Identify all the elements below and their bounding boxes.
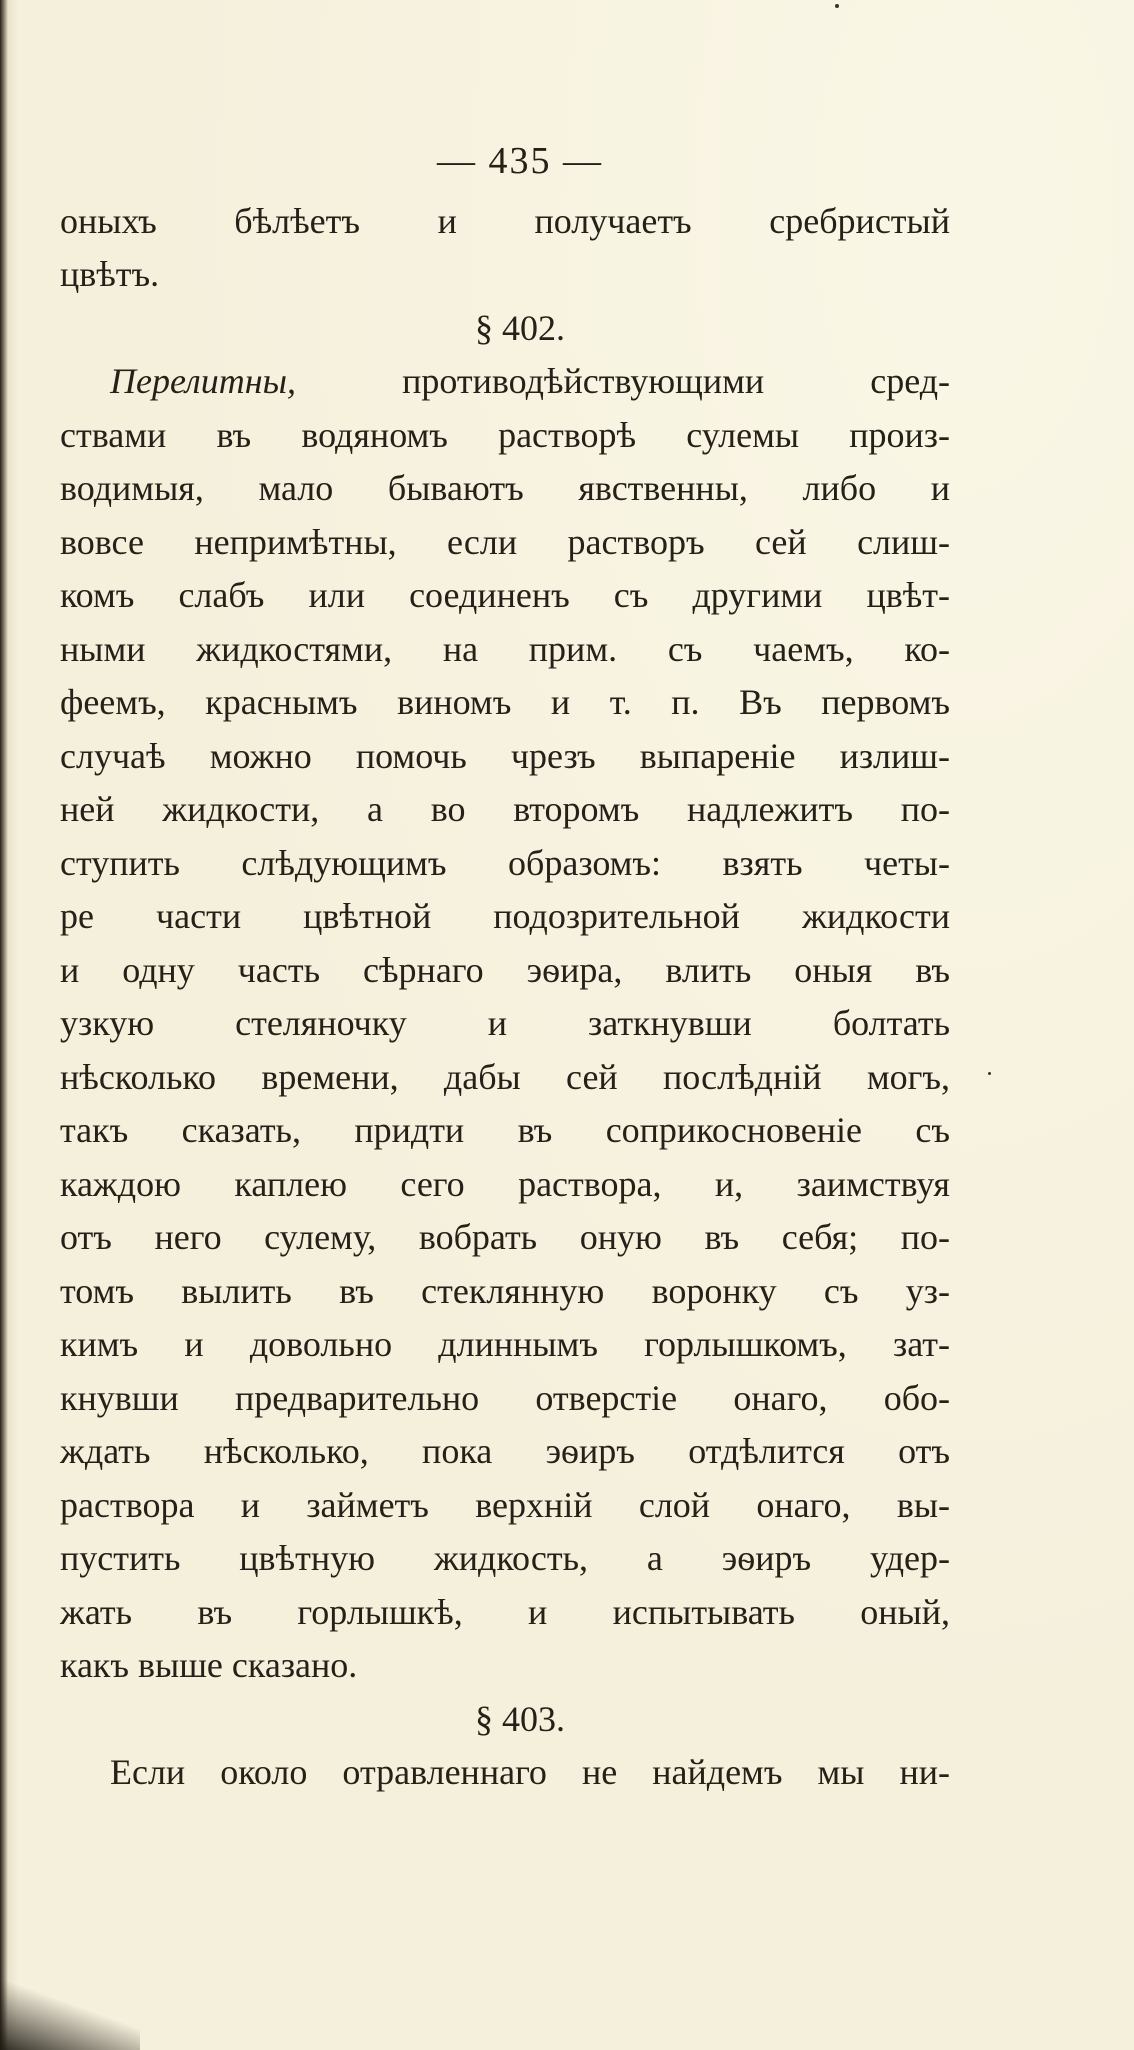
text-line: ступить слѣдующимъ образомъ: взять четы- — [60, 842, 950, 883]
text-line: оныхъ бѣлѣетъ и получаетъ сребристый — [60, 200, 950, 241]
section-heading: § 402. — [475, 307, 565, 348]
text-line: ствами въ водяномъ растворѣ сулемы произ- — [60, 414, 950, 455]
text-line: такъ сказать, придти въ соприкосновеніе съ — [60, 1110, 950, 1150]
text-line: и одну часть сѣрнаго эѳира, влить оныя въ — [60, 949, 950, 990]
text-line: пустить цвѣтную жидкость, а эѳиръ удер- — [60, 1538, 950, 1578]
text-line: ней жидкости, а во второмъ надлежитъ по- — [60, 789, 950, 829]
text-line: вовсе непримѣтны, если растворъ сей слиш- — [60, 521, 950, 562]
text-line: ными жидкостями, на прим. съ чаемъ, ко- — [60, 628, 950, 669]
page-text — [60, 135, 950, 1800]
text-line: цвѣтъ. — [60, 254, 160, 294]
ink-speck — [988, 1072, 991, 1075]
text-line: ре части цвѣтной подозрительной жидкости — [60, 896, 950, 936]
text-line: какъ выше сказано. — [60, 1645, 358, 1685]
text-line: отъ него сулему, вобрать оную въ себя; по- — [60, 1217, 950, 1257]
text-line: томъ вылить въ стеклянную воронку съ уз- — [60, 1270, 950, 1311]
text-line: узкую стеляночку и заткнувши болтать — [60, 1003, 950, 1043]
text-fragment: противодѣйствующими сред- — [402, 361, 951, 401]
text-line: случаѣ можно помочь чрезъ выпареніе излиш- — [60, 735, 950, 776]
text-line: раствора и займетъ верхній слой онаго, вы- — [60, 1484, 950, 1525]
text-line: кимъ и довольно длиннымъ горлышкомъ, зат- — [60, 1324, 950, 1364]
text-line: нѣсколько времени, дабы сей послѣдній могъ, — [60, 1056, 950, 1097]
text-line: ждать нѣсколько, пока эѳиръ отдѣлится отъ — [60, 1431, 950, 1471]
ink-speck — [835, 4, 839, 8]
page-corner-shadow — [0, 1980, 140, 2050]
text-line: жать въ горлышкѣ, и испытывать оный, — [60, 1591, 950, 1632]
section-heading: § 403. — [475, 1698, 565, 1739]
text-line: кнувши предварительно отверстіе онаго, обо- — [60, 1377, 950, 1418]
page-gutter-shadow — [0, 0, 8, 2050]
text-line: каждою каплею сего раствора, и, заимствуя — [60, 1163, 950, 1204]
page-number: — 435 — — [437, 140, 603, 182]
text-line: комъ слабъ или соединенъ съ другими цвѣт- — [60, 575, 950, 615]
term-italic: Перелитны, — [110, 361, 296, 401]
text-line: феемъ, краснымъ виномъ и т. п. Въ первомъ — [60, 682, 950, 722]
paragraph-first-line: Если около отравленнаго не найдемъ мы ни- — [110, 1752, 950, 1792]
paragraph-first-line — [60, 355, 950, 409]
text-line: водимыя, мало бываютъ явственны, либо и — [60, 468, 950, 508]
